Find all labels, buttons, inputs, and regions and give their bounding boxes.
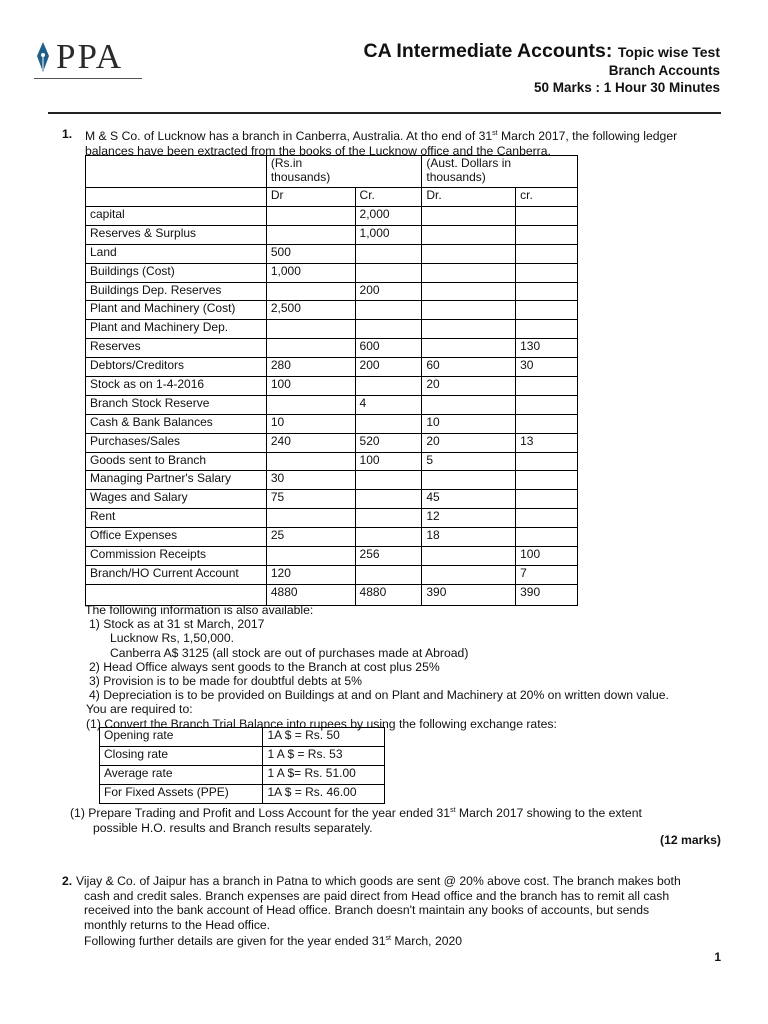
amount-cell bbox=[266, 320, 355, 339]
account-name-cell: Buildings Dep. Reserves bbox=[86, 282, 267, 301]
rate-label-cell: Closing rate bbox=[100, 746, 263, 765]
amount-cell bbox=[422, 207, 516, 226]
page-number: 1 bbox=[714, 950, 721, 964]
amount-cell: 25 bbox=[266, 528, 355, 547]
account-name-cell: Debtors/Creditors bbox=[86, 358, 267, 377]
amount-cell: 30 bbox=[516, 358, 578, 377]
amount-cell bbox=[355, 471, 422, 490]
amount-cell: 4 bbox=[355, 395, 422, 414]
amount-cell bbox=[355, 509, 422, 528]
question-1-number: 1. bbox=[62, 127, 73, 141]
amount-cell: 2,000 bbox=[355, 207, 422, 226]
amount-cell bbox=[422, 547, 516, 566]
amount-cell bbox=[422, 301, 516, 320]
amount-cell bbox=[422, 282, 516, 301]
additional-information bbox=[85, 603, 669, 731]
amount-cell: 1,000 bbox=[355, 225, 422, 244]
amount-cell: 20 bbox=[422, 377, 516, 396]
amount-cell bbox=[516, 207, 578, 226]
account-name-cell: Office Expenses bbox=[86, 528, 267, 547]
amount-cell: 600 bbox=[355, 339, 422, 358]
intro-sup: st bbox=[492, 130, 498, 137]
amount-cell: 100 bbox=[516, 547, 578, 566]
amount-cell bbox=[355, 320, 422, 339]
req2-text-line2: possible H.O. results and Branch results separately. bbox=[93, 820, 373, 835]
amount-cell bbox=[422, 471, 516, 490]
ledger-balances-table bbox=[85, 155, 578, 606]
amount-cell: 240 bbox=[266, 433, 355, 452]
page-title bbox=[364, 40, 720, 63]
rate-label-cell: Opening rate bbox=[100, 728, 263, 747]
col-rs-cr: Cr. bbox=[355, 188, 422, 207]
amount-cell: 200 bbox=[355, 282, 422, 301]
info-line: 4) Depreciation is to be provided on Buildings at and on Plant and Machinery at 20% on written down value. bbox=[89, 688, 669, 703]
account-name-cell: Rent bbox=[86, 509, 267, 528]
info-line bbox=[85, 617, 669, 631]
info-line: The following information is also available: bbox=[85, 603, 314, 617]
table-header-row bbox=[86, 156, 578, 188]
table-row bbox=[86, 263, 578, 282]
account-name-cell: Managing Partner's Salary bbox=[86, 471, 267, 490]
q2-line5b: March, 2020 bbox=[390, 934, 463, 949]
account-name-cell: Land bbox=[86, 244, 267, 263]
amount-cell bbox=[516, 490, 578, 509]
amount-cell bbox=[516, 320, 578, 339]
question-2-text bbox=[76, 874, 681, 949]
info-line: Canberra A$ 3125 (all stock are out of purchases made at Abroad) bbox=[110, 645, 469, 660]
rate-value-cell: 1 A $= Rs. 51.00 bbox=[263, 765, 385, 784]
amount-cell bbox=[266, 395, 355, 414]
title-suffix: Topic wise Test bbox=[617, 44, 720, 60]
table-row bbox=[86, 528, 578, 547]
amount-cell bbox=[266, 282, 355, 301]
amount-cell bbox=[266, 547, 355, 566]
q2-line4: monthly returns to the Head office. bbox=[84, 917, 271, 932]
account-name-cell: Reserves bbox=[86, 339, 267, 358]
q2-line1: Vijay & Co. of Jaipur has a branch in Patna to which goods are sent @ 20% above cost. The branch makes both bbox=[76, 874, 681, 888]
account-name-cell: Buildings (Cost) bbox=[86, 263, 267, 282]
account-name-cell: Wages and Salary bbox=[86, 490, 267, 509]
col-aud-dr: Dr. bbox=[422, 188, 516, 207]
info-line: Lucknow Rs, 1,50,000. bbox=[110, 631, 234, 646]
amount-cell bbox=[516, 244, 578, 263]
amount-cell: 13 bbox=[516, 433, 578, 452]
table-row bbox=[86, 490, 578, 509]
amount-cell: 120 bbox=[266, 565, 355, 584]
account-name-cell: Cash & Bank Balances bbox=[86, 414, 267, 433]
amount-cell: 20 bbox=[422, 433, 516, 452]
amount-cell: 5 bbox=[422, 452, 516, 471]
q2-line5-sup: st bbox=[385, 935, 391, 942]
amount-cell bbox=[266, 452, 355, 471]
amount-cell: 60 bbox=[422, 358, 516, 377]
info-line: 3) Provision is to be made for doubtful debts at 5% bbox=[89, 674, 363, 689]
table-row bbox=[86, 433, 578, 452]
amount-cell: 500 bbox=[266, 244, 355, 263]
amount-cell bbox=[516, 528, 578, 547]
amount-cell: 390 bbox=[422, 584, 516, 605]
amount-cell: 75 bbox=[266, 490, 355, 509]
q2-line3: received into the bank account of Head office. Branch doesn't maintain any books of accounts, but sends bbox=[84, 903, 650, 917]
info-line: (1) Convert the Branch Trial Balance into rupees by using the following exchange rates: bbox=[86, 716, 557, 731]
amount-cell bbox=[355, 263, 422, 282]
table-row bbox=[86, 282, 578, 301]
table-row bbox=[86, 377, 578, 396]
question-2-number: 2. bbox=[62, 874, 73, 888]
info-stock-text: 1) Stock as at 31 st March, 2017 bbox=[89, 617, 265, 632]
table-row bbox=[86, 339, 578, 358]
ppa-logo bbox=[34, 38, 144, 82]
info-line: You are required to: bbox=[86, 702, 193, 717]
amount-cell bbox=[266, 207, 355, 226]
amount-cell bbox=[516, 395, 578, 414]
amount-cell bbox=[516, 377, 578, 396]
amount-cell bbox=[355, 377, 422, 396]
logo-underline bbox=[34, 78, 142, 79]
table-row bbox=[86, 320, 578, 339]
amount-cell: 18 bbox=[422, 528, 516, 547]
info-line: 2) Head Office always sent goods to the Branch at cost plus 25% bbox=[89, 659, 440, 674]
account-name-cell: Plant and Machinery Dep. bbox=[86, 320, 267, 339]
amount-cell bbox=[266, 339, 355, 358]
table-subheader-row bbox=[86, 188, 578, 207]
amount-cell bbox=[516, 282, 578, 301]
intro-text-line2: balances have been extracted from the books of the Lucknow office and the Canberra. bbox=[85, 143, 551, 158]
table-subheader-blank bbox=[86, 188, 267, 207]
amount-cell bbox=[422, 565, 516, 584]
q2-line5a: Following further details are given for the year ended 31 bbox=[84, 934, 386, 949]
amount-cell bbox=[516, 225, 578, 244]
intro-text-b: March 2017, the following ledger bbox=[497, 129, 678, 144]
q2-line2: cash and credit sales. Branch expenses are paid direct from Head office and the branch has to remit all cash bbox=[84, 888, 670, 903]
rate-value-cell: 1 A $ = Rs. 53 bbox=[263, 746, 385, 765]
amount-cell bbox=[422, 244, 516, 263]
rate-value-cell: 1A $ = Rs. 50 bbox=[263, 728, 385, 747]
account-name-cell: Stock as on 1-4-2016 bbox=[86, 377, 267, 396]
amount-cell bbox=[355, 301, 422, 320]
table-row bbox=[86, 358, 578, 377]
account-name-cell: Goods sent to Branch bbox=[86, 452, 267, 471]
amount-cell: 2,500 bbox=[266, 301, 355, 320]
header-divider bbox=[48, 112, 721, 114]
amount-cell: 100 bbox=[266, 377, 355, 396]
amount-cell: 390 bbox=[516, 584, 578, 605]
table-row bbox=[86, 452, 578, 471]
exchange-rates-table bbox=[99, 727, 385, 804]
rate-label-cell: For Fixed Assets (PPE) bbox=[100, 784, 263, 803]
amount-cell bbox=[516, 471, 578, 490]
amount-cell bbox=[422, 320, 516, 339]
table-row bbox=[86, 225, 578, 244]
intro-text-a: M & S Co. of Lucknow has a branch in Canberra, Australia. At tho end of 31 bbox=[85, 129, 493, 144]
amount-cell bbox=[355, 414, 422, 433]
amount-cell bbox=[422, 263, 516, 282]
amount-cell: 4880 bbox=[355, 584, 422, 605]
req2-text-a: (1) Prepare Trading and Profit and Loss Account for the year ended 31 bbox=[70, 806, 451, 821]
amount-cell bbox=[355, 490, 422, 509]
amount-cell: 520 bbox=[355, 433, 422, 452]
amount-cell: 7 bbox=[516, 565, 578, 584]
question-1-intro bbox=[85, 127, 677, 158]
amount-cell: 12 bbox=[422, 509, 516, 528]
header-aud-label: (Aust. Dollars in thousands) bbox=[426, 156, 512, 184]
header-aud bbox=[422, 156, 578, 188]
exam-meta: 50 Marks : 1 Hour 30 Minutes bbox=[533, 79, 720, 95]
amount-cell bbox=[516, 452, 578, 471]
ledger-body bbox=[86, 207, 578, 606]
account-name-cell: capital bbox=[86, 207, 267, 226]
table-row bbox=[86, 207, 578, 226]
table-row bbox=[86, 301, 578, 320]
header-rs bbox=[266, 156, 422, 188]
amount-cell bbox=[516, 414, 578, 433]
account-name-cell: Commission Receipts bbox=[86, 547, 267, 566]
rate-row bbox=[100, 765, 385, 784]
rate-label-cell: Average rate bbox=[100, 765, 263, 784]
rate-row bbox=[100, 746, 385, 765]
header-rs-label: (Rs.in thousands) bbox=[270, 156, 331, 184]
account-name-cell: Reserves & Surplus bbox=[86, 225, 267, 244]
table-row bbox=[86, 244, 578, 263]
amount-cell bbox=[516, 301, 578, 320]
amount-cell: 100 bbox=[355, 452, 422, 471]
amount-cell: 10 bbox=[266, 414, 355, 433]
amount-cell: 130 bbox=[516, 339, 578, 358]
table-row bbox=[86, 471, 578, 490]
account-name-cell: Branch Stock Reserve bbox=[86, 395, 267, 414]
amount-cell: 10 bbox=[422, 414, 516, 433]
amount-cell bbox=[516, 263, 578, 282]
subtitle: Branch Accounts bbox=[608, 63, 720, 79]
amount-cell bbox=[355, 244, 422, 263]
amount-cell bbox=[422, 339, 516, 358]
requirement-2 bbox=[70, 804, 642, 835]
rate-value-cell: 1A $ = Rs. 46.00 bbox=[263, 784, 385, 803]
table-row bbox=[86, 565, 578, 584]
amount-cell bbox=[516, 509, 578, 528]
amount-cell bbox=[355, 528, 422, 547]
account-name-cell: Branch/HO Current Account bbox=[86, 565, 267, 584]
req2-sup: st bbox=[450, 807, 456, 814]
table-row bbox=[86, 547, 578, 566]
rates-body bbox=[100, 728, 385, 804]
pen-nib-icon bbox=[34, 40, 52, 74]
amount-cell: 1,000 bbox=[266, 263, 355, 282]
amount-cell: 200 bbox=[355, 358, 422, 377]
col-rs-dr: Dr bbox=[266, 188, 355, 207]
account-name-cell: Plant and Machinery (Cost) bbox=[86, 301, 267, 320]
amount-cell bbox=[422, 225, 516, 244]
amount-cell bbox=[266, 509, 355, 528]
amount-cell bbox=[355, 565, 422, 584]
req2-text-b: March 2017 showing to the extent bbox=[455, 806, 642, 821]
table-row bbox=[86, 509, 578, 528]
amount-cell bbox=[266, 225, 355, 244]
table-row bbox=[86, 414, 578, 433]
rate-row bbox=[100, 728, 385, 747]
amount-cell: 45 bbox=[422, 490, 516, 509]
rate-row bbox=[100, 784, 385, 803]
amount-cell bbox=[422, 395, 516, 414]
amount-cell: 256 bbox=[355, 547, 422, 566]
table-header-blank bbox=[86, 156, 267, 188]
amount-cell: 280 bbox=[266, 358, 355, 377]
amount-cell: 30 bbox=[266, 471, 355, 490]
document-title-block bbox=[364, 40, 720, 96]
account-name-cell: Purchases/Sales bbox=[86, 433, 267, 452]
table-row bbox=[86, 395, 578, 414]
title-main: CA Intermediate Accounts: bbox=[363, 40, 613, 62]
col-aud-cr: cr. bbox=[516, 188, 578, 207]
logo-text: PPA bbox=[56, 37, 123, 76]
amount-cell: 4880 bbox=[266, 584, 355, 605]
marks-label: (12 marks) bbox=[660, 833, 721, 847]
